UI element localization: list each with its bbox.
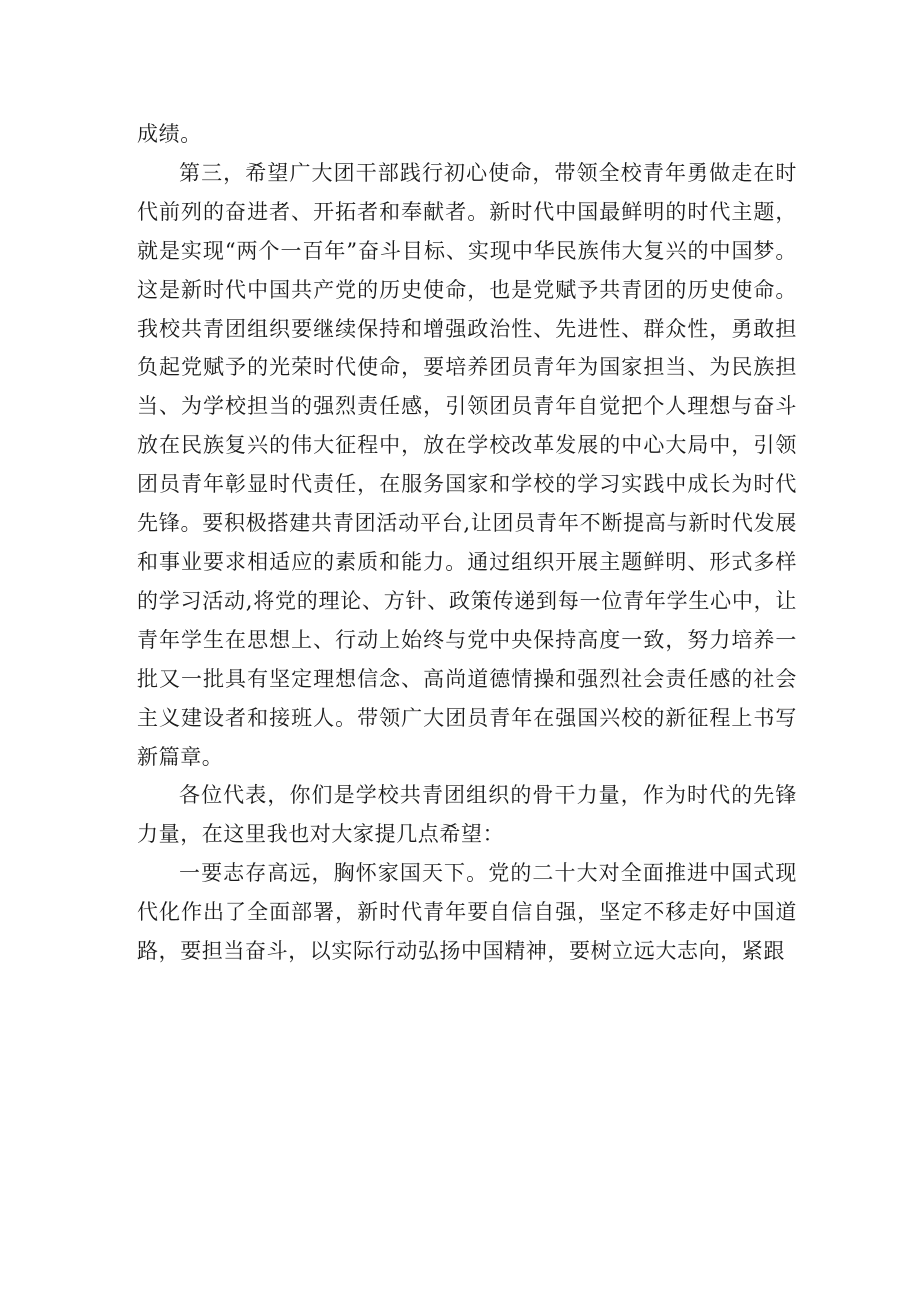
document-body [137, 115, 797, 971]
paragraph-first-point: 一要志存高远，胸怀家国天下。党的二十大对全面推进中国式现代化作出了全面部署，新时代青年要自信自强，坚定不移走好中国道路，要担当奋斗，以实际行动弘扬中国精神，要树立远大志向，紧跟 [137, 861, 797, 964]
paragraph-third-hope: 第三，希望广大团干部践行初心使命，带领全校青年勇做走在时代前列的奋进者、开拓者和奉献者。新时代中国最鲜明的时代主题，就是实现“两个一百年”奋斗目标、实现中华民族伟大复兴的中国梦。这是新时代中国共产党的历史使命，也是党赋予共青团的历史使命。我校共青团组织要继续保持和增强政治性、先进性、群众性，勇敢担负起党赋予的光荣时代使命，要培养团员青年为国家担当、为民族担当、为学校担当的强烈责任感，引领团员青年自觉把个人理想与奋斗放在民族复兴的伟大征程中，放在学校改革发展的中心大局中，引领团员青年彰显时代责任，在服务国家和学校的学习实践中成长为时代先锋。要积极搭建共青团活动平台,让团员青年不断提高与新时代发展和事业要求相适应的素质和能力。通过组织开展主题鲜明、形式多样的学习活动,将党的理论、方针、政策传递到每一位青年学生心中，让青年学生在思想上、行动上始终与党中央保持高度一致，努力培养一批又一批具有坚定理想信念、高尚道德情操和强烈社会责任感的社会主义建设者和接班人。带领广大团员青年在强国兴校的新征程上书写新篇章。 [137, 160, 797, 769]
paragraph-continuation: 成绩。 [137, 122, 202, 146]
paragraph-address-delegates: 各位代表，你们是学校共青团组织的骨干力量，作为时代的先锋力量，在这里我也对大家提几点希望： [137, 783, 797, 847]
